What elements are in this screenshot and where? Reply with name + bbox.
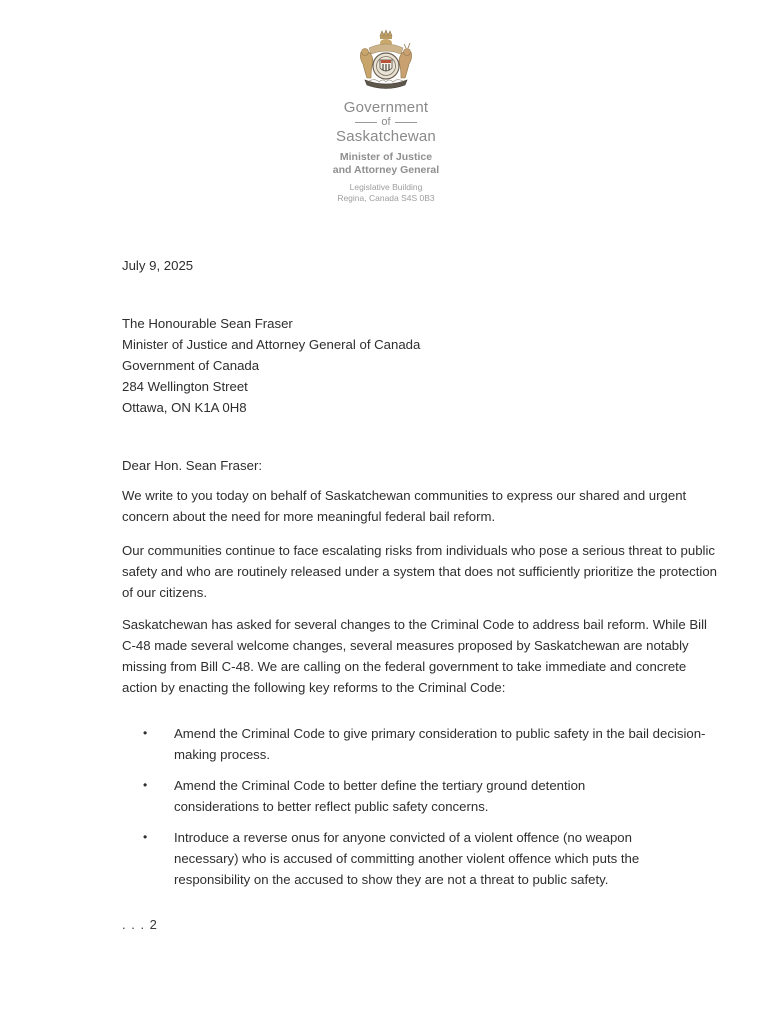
reform-list xyxy=(143,723,723,900)
list-item-text: Amend the Criminal Code to give primary consideration to public safety in the bail decision-making process. xyxy=(174,726,706,762)
government-name-line1: Government xyxy=(343,99,429,116)
letterhead xyxy=(0,28,772,204)
office-title-line2: and Attorney General xyxy=(332,164,440,176)
recipient-address xyxy=(122,313,722,418)
list-item xyxy=(143,827,723,890)
paragraph-3: Saskatchewan has asked for several changes to the Criminal Code to address bail reform. While Bill C-48 made several welcome changes, several measures proposed by Saskatchewan are notably missing from Bill C-48. We are calling on the federal government to take immediate and concrete action by enacting the following key reforms to the Criminal Code: xyxy=(122,617,707,695)
list-item xyxy=(143,775,723,817)
government-name-line2: Saskatchewan xyxy=(336,128,436,145)
recipient-line: Government of Canada xyxy=(122,358,260,373)
paragraph-2: Our communities continue to face escalating risks from individuals who pose a serious threat to public safety and who are routinely released under a system that does not sufficiently prioritize the protection of our citizens. xyxy=(122,543,717,600)
paragraph-1: We write to you today on behalf of Saskatchewan communities to express our shared and urgent concern about the need for more meaningful federal bail reform. xyxy=(122,488,687,524)
list-item xyxy=(143,723,723,765)
coat-of-arms-icon xyxy=(355,28,417,94)
office-title xyxy=(0,151,772,177)
of-text: of xyxy=(381,116,391,128)
office-title-line1: Minister of Justice xyxy=(339,151,433,163)
letter-date: July 9, 2025 xyxy=(122,258,194,273)
rule-right xyxy=(395,122,417,123)
list-item-text: Amend the Criminal Code to better define the tertiary ground detention considerations to better reflect public safety concerns. xyxy=(174,778,586,814)
recipient-line: 284 Wellington Street xyxy=(122,379,248,394)
bullet-icon: • xyxy=(143,778,148,792)
sender-address xyxy=(0,182,772,204)
recipient-line: The Honourable Sean Fraser xyxy=(122,316,293,331)
recipient-line: Ottawa, ON K1A 0H8 xyxy=(122,400,247,415)
salutation: Dear Hon. Sean Fraser: xyxy=(122,458,262,473)
list-item-text: Introduce a reverse onus for anyone convicted of a violent offence (no weapon necessary) who is accused of committing another violent offence which puts the responsibility on the accused to show they are not a threat to public safety. xyxy=(174,830,640,887)
rule-left xyxy=(355,122,377,123)
page-continuation: . . . 2 xyxy=(122,917,158,932)
recipient-line: Minister of Justice and Attorney General of Canada xyxy=(122,337,421,352)
bullet-icon: • xyxy=(143,830,148,844)
bullet-icon: • xyxy=(143,726,148,740)
sender-address-line1: Legislative Building xyxy=(349,182,423,192)
sender-address-line2: Regina, Canada S4S 0B3 xyxy=(337,193,435,203)
